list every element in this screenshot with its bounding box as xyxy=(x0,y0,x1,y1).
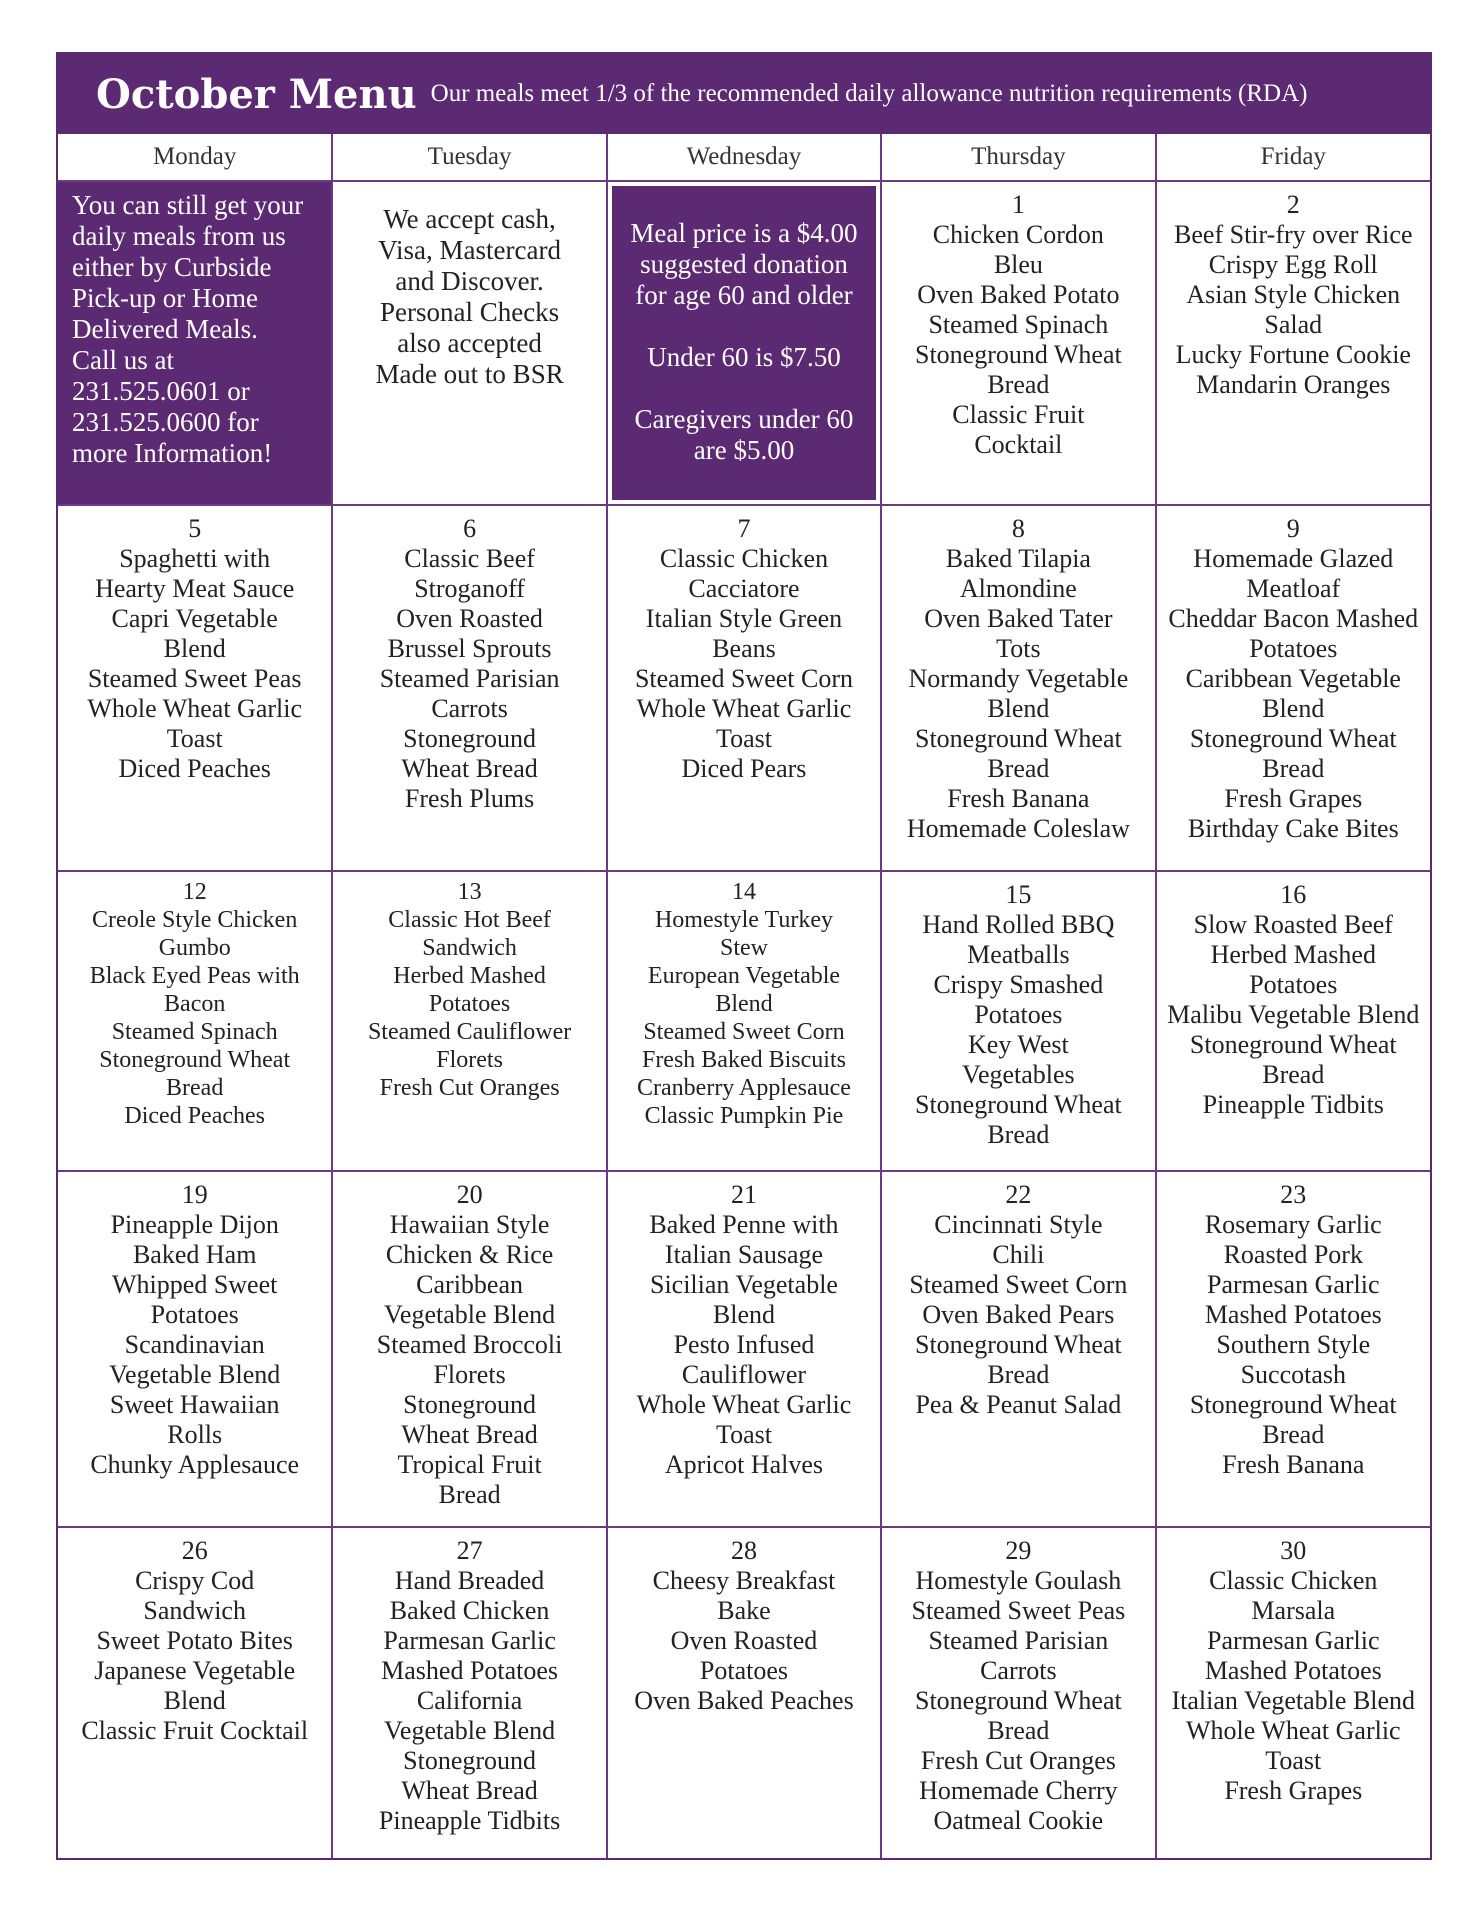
menu-item: Hawaiian Style xyxy=(389,1210,550,1239)
menu-item: Meatloaf xyxy=(1246,574,1341,603)
day-number: 28 xyxy=(730,1536,757,1565)
day-cell xyxy=(1156,1527,1430,1858)
menu-item: Steamed Cauliflower xyxy=(367,1019,572,1045)
menu-item: Tots xyxy=(996,634,1041,663)
payment-note-cell xyxy=(332,181,606,505)
menu-item: Lucky Fortune Cookie xyxy=(1175,340,1411,369)
menu-item: Parmesan Garlic xyxy=(383,1626,556,1655)
day-number: 6 xyxy=(463,514,477,543)
menu-item: Bread xyxy=(1262,1420,1325,1449)
day-number: 9 xyxy=(1286,514,1300,543)
menu-item: Whipped Sweet xyxy=(112,1270,278,1299)
day-cell xyxy=(58,505,332,871)
menu-item: Chunky Applesauce xyxy=(90,1450,300,1479)
menu-banner xyxy=(58,54,1430,134)
note-line: Caregivers under 60 xyxy=(634,404,854,434)
menu-item: Cauliflower xyxy=(681,1360,807,1389)
menu-item: Bread xyxy=(987,370,1050,399)
menu-item: Florets xyxy=(436,1047,503,1073)
note-line: Under 60 is $7.50 xyxy=(647,342,841,372)
menu-item: Fresh Grapes xyxy=(1224,784,1363,813)
menu-item: Hand Breaded xyxy=(394,1566,545,1595)
menu-item: Italian Sausage xyxy=(664,1240,824,1269)
menu-item: Cranberry Applesauce xyxy=(637,1075,851,1101)
menu-item: Bread xyxy=(1262,1060,1325,1089)
day-number: 19 xyxy=(181,1180,208,1209)
menu-item: Normandy Vegetable xyxy=(908,664,1129,693)
curbside-note-cell xyxy=(58,181,332,505)
menu-item: Baked Tilapia xyxy=(945,544,1091,573)
menu-item: Potatoes xyxy=(150,1300,239,1329)
menu-item: Spaghetti with xyxy=(119,544,271,573)
menu-item: Toast xyxy=(1265,1746,1322,1775)
menu-item: Crispy Smashed xyxy=(933,970,1104,999)
menu-item: Beef Stir-fry over Rice xyxy=(1174,220,1413,249)
menu-item: Black Eyed Peas with xyxy=(89,963,300,989)
menu-item: Diced Pears xyxy=(681,754,807,783)
menu-item: Oven Baked Peaches xyxy=(634,1686,854,1715)
day-cell xyxy=(332,1171,606,1527)
day-number: 5 xyxy=(188,514,202,543)
menu-item: Fresh Cut Oranges xyxy=(920,1746,1116,1775)
menu-item: Classic Chicken xyxy=(659,544,829,573)
day-number: 1 xyxy=(1011,190,1025,219)
menu-item: Fresh Baked Biscuits xyxy=(641,1047,846,1073)
note-line: Delivered Meals. xyxy=(72,314,258,344)
day-cell xyxy=(1156,871,1430,1171)
day-menu xyxy=(1157,506,1430,844)
menu-item: Steamed Parisian xyxy=(928,1626,1109,1655)
menu-item: Rolls xyxy=(167,1420,223,1449)
menu-item: Stoneground Wheat xyxy=(914,1330,1122,1359)
menu-item: Potatoes xyxy=(1249,970,1338,999)
day-number: 27 xyxy=(456,1536,483,1565)
menu-item: Mandarin Oranges xyxy=(1196,370,1391,399)
menu-item: Italian Vegetable Blend xyxy=(1171,1686,1416,1715)
menu-item: Diced Peaches xyxy=(118,754,271,783)
note-line: Personal Checks xyxy=(379,297,560,327)
day-cell xyxy=(58,1171,332,1527)
menu-item: Stoneground Wheat xyxy=(914,340,1122,369)
note-line: 231.525.0601 or xyxy=(72,376,250,406)
menu-item: Succotash xyxy=(1240,1360,1346,1389)
day-menu xyxy=(333,506,605,814)
menu-item: Blend xyxy=(715,991,773,1017)
menu-item: Roasted Pork xyxy=(1223,1240,1363,1269)
menu-item: Pineapple Tidbits xyxy=(378,1806,561,1835)
menu-item: Rosemary Garlic xyxy=(1204,1210,1382,1239)
menu-item: California xyxy=(416,1686,523,1715)
menu-item: Wheat Bread xyxy=(401,1776,538,1805)
menu-item: Bread xyxy=(987,1120,1050,1149)
menu-item: Oven Baked Pears xyxy=(922,1300,1115,1329)
menu-item: Potatoes xyxy=(974,1000,1063,1029)
note-line: Made out to BSR xyxy=(375,359,564,389)
menu-item: Classic Pumpkin Pie xyxy=(644,1103,844,1129)
menu-item: Cincinnati Style xyxy=(934,1210,1103,1239)
day-menu xyxy=(608,1172,880,1480)
menu-item: Oatmeal Cookie xyxy=(933,1806,1104,1835)
menu-item: Cheddar Bacon Mashed xyxy=(1168,604,1419,633)
day-menu xyxy=(333,1172,605,1510)
menu-item: Classic Chicken xyxy=(1209,1566,1378,1595)
note-line: You can still get your xyxy=(72,190,304,220)
menu-item: Bake xyxy=(717,1596,771,1625)
menu-item: Hand Rolled BBQ xyxy=(922,910,1115,939)
menu-item: Crispy Egg Roll xyxy=(1208,250,1378,279)
weekday-monday: Monday xyxy=(58,134,332,181)
day-menu xyxy=(1157,1172,1430,1480)
note-line: Meal price is a $4.00 xyxy=(630,218,858,248)
menu-item: Potatoes xyxy=(1249,634,1338,663)
menu-item: Gumbo xyxy=(158,935,231,961)
menu-item: Cacciatore xyxy=(688,574,800,603)
day-menu xyxy=(333,1528,605,1836)
day-cell xyxy=(881,871,1155,1171)
menu-item: Wheat Bread xyxy=(401,754,538,783)
note-line: are $5.00 xyxy=(693,435,795,465)
menu-item: Parmesan Garlic xyxy=(1207,1626,1380,1655)
menu-item: Whole Wheat Garlic xyxy=(636,694,852,723)
menu-item: Baked Penne with xyxy=(649,1210,839,1239)
weekday-wednesday: Wednesday xyxy=(607,134,881,181)
menu-item: Scandinavian xyxy=(124,1330,265,1359)
note-line: Pick-up or Home xyxy=(72,283,258,313)
menu-item: Fresh Banana xyxy=(1222,1450,1365,1479)
menu-item: Pineapple Tidbits xyxy=(1202,1090,1384,1119)
day-cell xyxy=(881,181,1155,505)
menu-item: Mashed Potatoes xyxy=(1204,1656,1382,1685)
day-number: 8 xyxy=(1011,514,1025,543)
weekday-tuesday: Tuesday xyxy=(332,134,606,181)
menu-item: Steamed Sweet Corn xyxy=(909,1270,1128,1299)
day-number: 2 xyxy=(1286,190,1300,219)
menu-item: Herbed Mashed xyxy=(393,963,546,989)
day-number: 21 xyxy=(730,1180,757,1209)
day-menu xyxy=(882,182,1154,460)
weekday-thursday: Thursday xyxy=(881,134,1155,181)
day-menu xyxy=(58,1528,331,1746)
note-line: daily meals from us xyxy=(72,221,286,251)
menu-item: Bacon xyxy=(164,991,226,1017)
menu-item: Fresh Grapes xyxy=(1224,1776,1363,1805)
day-cell xyxy=(58,1527,332,1858)
day-menu xyxy=(882,1528,1154,1836)
menu-item: Slow Roasted Beef xyxy=(1193,910,1393,939)
menu-item: Steamed Sweet Peas xyxy=(911,1596,1126,1625)
payment-note xyxy=(333,182,605,390)
note-line: either by Curbside xyxy=(72,252,272,282)
day-number: 29 xyxy=(1005,1536,1032,1565)
menu-item: Bread xyxy=(987,1716,1050,1745)
day-cell xyxy=(1156,1171,1430,1527)
menu-item: Pesto Infused xyxy=(673,1330,815,1359)
note-line: We accept cash, xyxy=(383,204,556,234)
day-menu xyxy=(1157,182,1430,400)
menu-item: Vegetable Blend xyxy=(384,1716,556,1745)
menu-item: Tropical Fruit xyxy=(397,1450,542,1479)
menu-item: Mashed Potatoes xyxy=(381,1656,559,1685)
day-menu xyxy=(882,506,1154,844)
menu-item: Carrots xyxy=(980,1656,1057,1685)
menu-item: Classic Beef xyxy=(404,544,535,573)
day-cell xyxy=(332,1527,606,1858)
menu-calendar xyxy=(56,52,1432,1860)
menu-item: Potatoes xyxy=(699,1656,789,1685)
menu-item: Hearty Meat Sauce xyxy=(95,574,295,603)
day-menu xyxy=(58,506,331,784)
menu-item: Bread xyxy=(1262,754,1325,783)
menu-item: Steamed Sweet Corn xyxy=(643,1019,845,1045)
price-note-paragraph xyxy=(618,342,870,373)
menu-item: Mashed Potatoes xyxy=(1204,1300,1382,1329)
menu-item: Sandwich xyxy=(422,935,517,961)
menu-item: Marsala xyxy=(1251,1596,1336,1625)
menu-grid xyxy=(58,134,1430,1858)
menu-item: Carrots xyxy=(431,694,508,723)
week-row xyxy=(58,505,1430,871)
menu-item: Baked Ham xyxy=(132,1240,257,1269)
menu-item: Oven Roasted xyxy=(396,604,543,633)
menu-item: Fresh Cut Oranges xyxy=(379,1075,560,1101)
menu-item: Stoneground Wheat xyxy=(914,1090,1122,1119)
menu-item: Bread xyxy=(438,1480,501,1509)
menu-item: Crispy Cod xyxy=(135,1566,255,1595)
menu-item: Sweet Potato Bites xyxy=(96,1626,293,1655)
menu-item: Stoneground Wheat xyxy=(1189,1390,1397,1419)
menu-item: Sicilian Vegetable xyxy=(649,1270,838,1299)
menu-item: Blend xyxy=(1262,694,1325,723)
menu-item: Cocktail xyxy=(974,430,1063,459)
menu-item: Classic Fruit xyxy=(952,400,1085,429)
day-number: 14 xyxy=(731,879,756,905)
price-note-paragraph xyxy=(618,218,870,311)
menu-item: Beans xyxy=(712,634,776,663)
menu-item: Sweet Hawaiian xyxy=(109,1390,280,1419)
day-cell xyxy=(607,871,881,1171)
price-note-paragraph xyxy=(618,404,870,466)
day-number: 26 xyxy=(181,1536,208,1565)
day-number: 22 xyxy=(1005,1180,1032,1209)
weekday-header-row xyxy=(58,134,1430,181)
price-note-cell xyxy=(607,181,881,505)
menu-item: Vegetable Blend xyxy=(384,1300,556,1329)
menu-item: Stoneground Wheat xyxy=(914,724,1122,753)
menu-item: Homestyle Goulash xyxy=(915,1566,1122,1595)
menu-item: Whole Wheat Garlic xyxy=(87,694,303,723)
menu-item: Blend xyxy=(163,1686,226,1715)
day-menu xyxy=(1157,1528,1430,1806)
day-number: 23 xyxy=(1280,1180,1307,1209)
menu-item: Homemade Cherry xyxy=(919,1776,1118,1805)
menu-item: Toast xyxy=(716,1420,772,1449)
menu-item: Stoneground Wheat xyxy=(99,1047,291,1073)
menu-item: Stoneground xyxy=(403,1746,537,1775)
menu-item: Bread xyxy=(166,1075,224,1101)
day-number: 12 xyxy=(182,879,207,905)
menu-item: Steamed Broccoli xyxy=(376,1330,563,1359)
menu-item: Stoneground xyxy=(403,1390,537,1419)
menu-item: Oven Baked Tater xyxy=(924,604,1113,633)
menu-item: Japanese Vegetable xyxy=(94,1656,296,1685)
menu-item: Malibu Vegetable Blend xyxy=(1167,1000,1420,1029)
menu-item: Bread xyxy=(987,754,1050,783)
menu-item: Key West xyxy=(968,1030,1069,1059)
note-line: 231.525.0600 for xyxy=(72,407,259,437)
day-number: 7 xyxy=(737,514,751,543)
menu-item: Caribbean xyxy=(416,1270,523,1299)
week-row xyxy=(58,181,1430,505)
menu-item: Capri Vegetable xyxy=(111,604,278,633)
menu-item: Chicken Cordon xyxy=(932,220,1104,249)
menu-item: Blend xyxy=(163,634,226,663)
menu-item: Vegetable Blend xyxy=(109,1360,281,1389)
menu-item: Steamed Sweet Corn xyxy=(634,664,854,693)
day-cell xyxy=(607,1171,881,1527)
menu-item: Vegetables xyxy=(962,1060,1075,1089)
note-line: also accepted xyxy=(397,328,542,358)
day-menu xyxy=(58,1172,331,1480)
menu-item: Stew xyxy=(719,935,768,961)
menu-item: Diced Peaches xyxy=(124,1103,265,1129)
week-row xyxy=(58,1527,1430,1858)
menu-item: Southern Style xyxy=(1216,1330,1371,1359)
menu-subtitle: Our meals meet 1/3 of the recommended daily allowance nutrition requirements (RDA) xyxy=(430,80,1308,107)
menu-item: Italian Style Green xyxy=(645,604,843,633)
menu-item: Wheat Bread xyxy=(401,1420,538,1449)
menu-item: Fresh Banana xyxy=(947,784,1090,813)
week-row xyxy=(58,871,1430,1171)
menu-item: Steamed Spinach xyxy=(111,1019,278,1045)
note-line: more Information! xyxy=(72,438,273,468)
menu-item: Stoneground Wheat xyxy=(1189,724,1397,753)
menu-item: Steamed Spinach xyxy=(928,310,1109,339)
menu-item: Stoneground Wheat xyxy=(1189,1030,1397,1059)
curbside-note xyxy=(58,182,331,469)
menu-title: October Menu xyxy=(96,70,417,118)
week-row xyxy=(58,1171,1430,1527)
menu-item: Apricot Halves xyxy=(664,1450,824,1479)
menu-item: Oven Roasted xyxy=(670,1626,818,1655)
menu-item: Whole Wheat Garlic xyxy=(636,1390,852,1419)
day-menu xyxy=(608,1528,880,1716)
day-number: 20 xyxy=(456,1180,483,1209)
day-number: 30 xyxy=(1280,1536,1307,1565)
menu-item: Pineapple Dijon xyxy=(110,1210,279,1239)
day-number: 16 xyxy=(1280,880,1307,909)
menu-item: Blend xyxy=(987,694,1050,723)
menu-item: Almondine xyxy=(959,574,1077,603)
day-cell xyxy=(1156,505,1430,871)
day-menu xyxy=(1157,872,1430,1120)
menu-item: Toast xyxy=(166,724,223,753)
menu-item: Stoneground xyxy=(403,724,537,753)
day-cell xyxy=(332,871,606,1171)
menu-item: Potatoes xyxy=(428,991,511,1017)
day-menu xyxy=(333,872,605,1102)
menu-item: Creole Style Chicken xyxy=(92,907,298,933)
day-cell xyxy=(881,505,1155,871)
menu-item: Meatballs xyxy=(967,940,1070,969)
day-menu xyxy=(608,506,880,784)
day-cell xyxy=(607,505,881,871)
menu-item: Brussel Sprouts xyxy=(387,634,552,663)
menu-item: Herbed Mashed xyxy=(1210,940,1376,969)
day-cell xyxy=(881,1527,1155,1858)
menu-item: Salad xyxy=(1264,310,1323,339)
note-line: suggested donation xyxy=(640,249,848,279)
menu-item: Bleu xyxy=(993,250,1043,279)
day-number: 13 xyxy=(457,879,482,905)
weekday-friday: Friday xyxy=(1156,134,1430,181)
menu-item: Asian Style Chicken xyxy=(1186,280,1401,309)
menu-item: Steamed Parisian xyxy=(379,664,560,693)
menu-item: Caribbean Vegetable xyxy=(1185,664,1401,693)
menu-item: Homemade Coleslaw xyxy=(906,814,1130,843)
menu-item: Oven Baked Potato xyxy=(917,280,1120,309)
note-line: Call us at xyxy=(72,345,174,375)
menu-item: Birthday Cake Bites xyxy=(1187,814,1399,843)
day-menu xyxy=(882,872,1154,1150)
menu-item: Steamed Sweet Peas xyxy=(87,664,302,693)
menu-item: European Vegetable xyxy=(647,963,841,989)
menu-item: Bread xyxy=(987,1360,1050,1389)
menu-item: Homemade Glazed xyxy=(1193,544,1394,573)
menu-item: Cheesy Breakfast xyxy=(652,1566,836,1595)
menu-item: Whole Wheat Garlic xyxy=(1185,1716,1401,1745)
day-cell xyxy=(58,871,332,1171)
menu-item: Florets xyxy=(433,1360,506,1389)
day-number: 15 xyxy=(1005,880,1032,909)
menu-item: Blend xyxy=(712,1300,776,1329)
note-line: and Discover. xyxy=(395,266,544,296)
menu-item: Classic Fruit Cocktail xyxy=(81,1716,309,1745)
menu-item: Chili xyxy=(992,1240,1045,1269)
note-line: for age 60 and older xyxy=(635,280,853,310)
menu-item: Sandwich xyxy=(143,1596,246,1625)
menu-item: Pea & Peanut Salad xyxy=(915,1390,1122,1419)
menu-item: Toast xyxy=(716,724,772,753)
menu-item: Chicken & Rice xyxy=(385,1240,554,1269)
menu-item: Classic Hot Beef xyxy=(388,907,551,933)
price-note xyxy=(612,186,876,500)
menu-item: Stoneground Wheat xyxy=(914,1686,1122,1715)
menu-item: Baked Chicken xyxy=(389,1596,550,1625)
menu-item: Stroganoff xyxy=(414,574,525,603)
day-menu xyxy=(58,872,331,1130)
menu-item: Homestyle Turkey xyxy=(654,907,833,933)
menu-item: Fresh Plums xyxy=(404,784,535,813)
menu-item: Parmesan Garlic xyxy=(1207,1270,1380,1299)
day-cell xyxy=(1156,181,1430,505)
day-cell xyxy=(332,505,606,871)
day-cell xyxy=(881,1171,1155,1527)
day-menu xyxy=(608,872,880,1130)
day-menu xyxy=(882,1172,1154,1420)
note-line: Visa, Mastercard xyxy=(378,235,561,265)
day-cell xyxy=(607,1527,881,1858)
